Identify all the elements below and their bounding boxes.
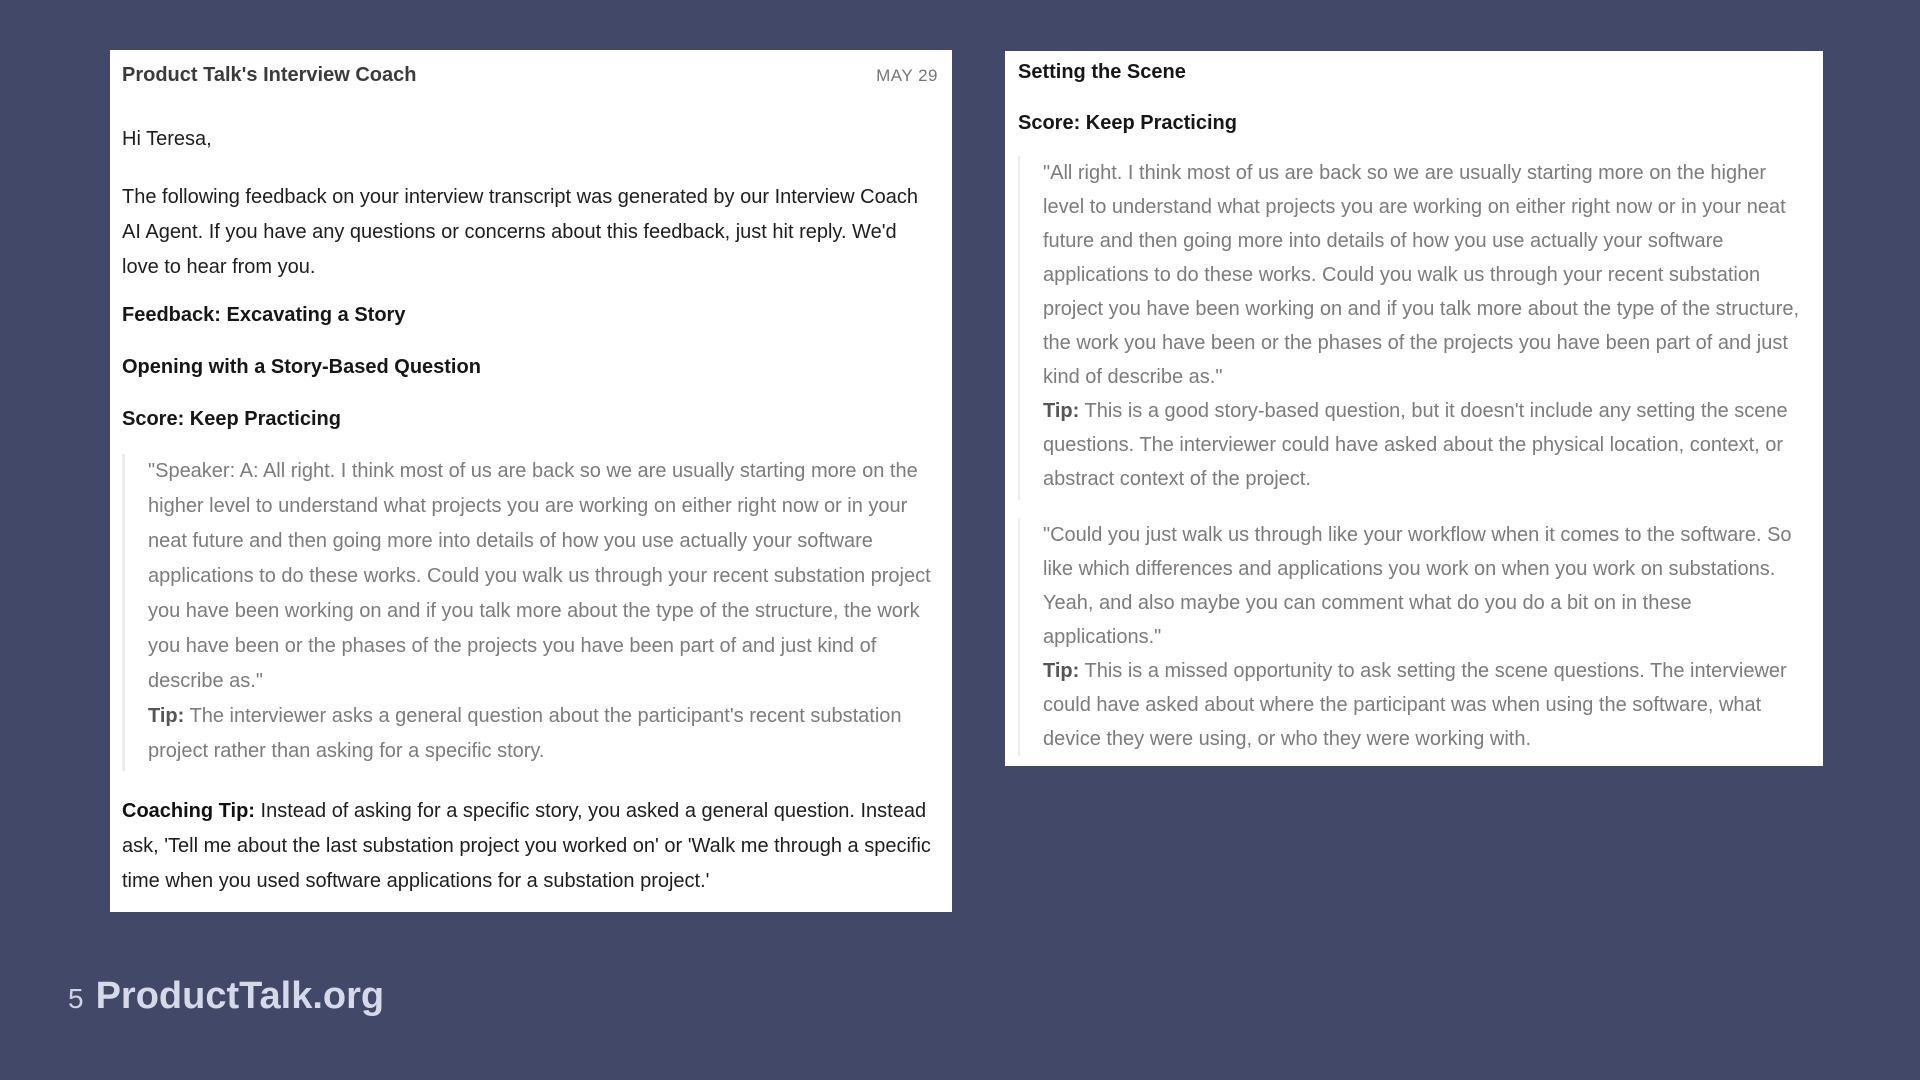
slide-footer bbox=[68, 975, 384, 1018]
email-sender: Product Talk's Interview Coach bbox=[122, 64, 417, 86]
section-heading: Setting the Scene bbox=[1018, 61, 1186, 83]
transcript-quote bbox=[1018, 518, 1807, 756]
email-header bbox=[122, 64, 938, 110]
transcript-quote bbox=[122, 454, 938, 771]
email-card bbox=[110, 50, 952, 912]
tip-text: This is a missed opportunity to ask setting the scene questions. The interviewer could have asked about where the participant was when using the software, what device they were using, or who they were working with. bbox=[1043, 660, 1787, 750]
score-label: Score: Keep Practicing bbox=[122, 408, 341, 430]
feedback-heading: Feedback: Excavating a Story bbox=[122, 304, 406, 326]
transcript-quote bbox=[1018, 156, 1807, 500]
email-intro: The following feedback on your interview transcript was generated by our Interview Coach AI Agent. If you have any questions or concerns about this feedback, just hit reply. We'd love to hear from you. bbox=[122, 186, 918, 278]
section-heading: Opening with a Story-Based Question bbox=[122, 356, 481, 378]
email-date: MAY 29 bbox=[876, 66, 938, 85]
score-label: Score: Keep Practicing bbox=[1018, 112, 1237, 134]
quote-text: "Could you just walk us through like your workflow when it comes to the software. So like which differences and applications you work on when you work on substations. Yeah, and also maybe you can comment what do you do a bit on in these applications." bbox=[1043, 524, 1792, 648]
quote-text: "Speaker: A: All right. I think most of us are back so we are usually starting more on the higher level to understand what projects you are working on either right now or in your neat future and then going more into details of how you use actually your software applications to do these works. Could you walk us through your recent substation project you have been working on and if you talk more about the type of the structure, the work you have been or the phases of the projects you have been part of and just kind of describe as." bbox=[148, 460, 931, 692]
coaching-tip-label: Coaching Tip: bbox=[122, 800, 255, 822]
coaching-tip bbox=[122, 794, 938, 899]
tip-text: This is a good story-based question, but it doesn't include any setting the scene questions. The interviewer could have asked about the physical location, context, or abstract context of the project. bbox=[1043, 400, 1788, 490]
brand-logo: ProductTalk.org bbox=[95, 975, 385, 1017]
coaching-tip-text: Instead of asking for a specific story, you asked a general question. Instead ask, 'Tell me about the last substation project you worked on' or 'Walk me through a specific time when you used software applications for a substation project.' bbox=[122, 800, 931, 892]
tip-label: Tip: bbox=[1043, 400, 1080, 422]
tip-text: The interviewer asks a general question about the participant's recent substation project rather than asking for a specific story. bbox=[148, 705, 902, 762]
slide-number: 5 bbox=[68, 983, 84, 1014]
tip-label: Tip: bbox=[1043, 660, 1080, 682]
feedback-card bbox=[1005, 51, 1823, 766]
quote-text: "All right. I think most of us are back so we are usually starting more on the higher level to understand what projects you are working on either right now or in your neat future and then going more into details of how you use actually your software applications to do these works. Could you walk us through your recent substation project you have been working on and if you talk more about the type of the structure, the work you have been or the phases of the projects you have been part of and just kind of describe as." bbox=[1043, 162, 1800, 388]
email-greeting: Hi Teresa, bbox=[122, 128, 212, 150]
tip-label: Tip: bbox=[148, 705, 185, 727]
